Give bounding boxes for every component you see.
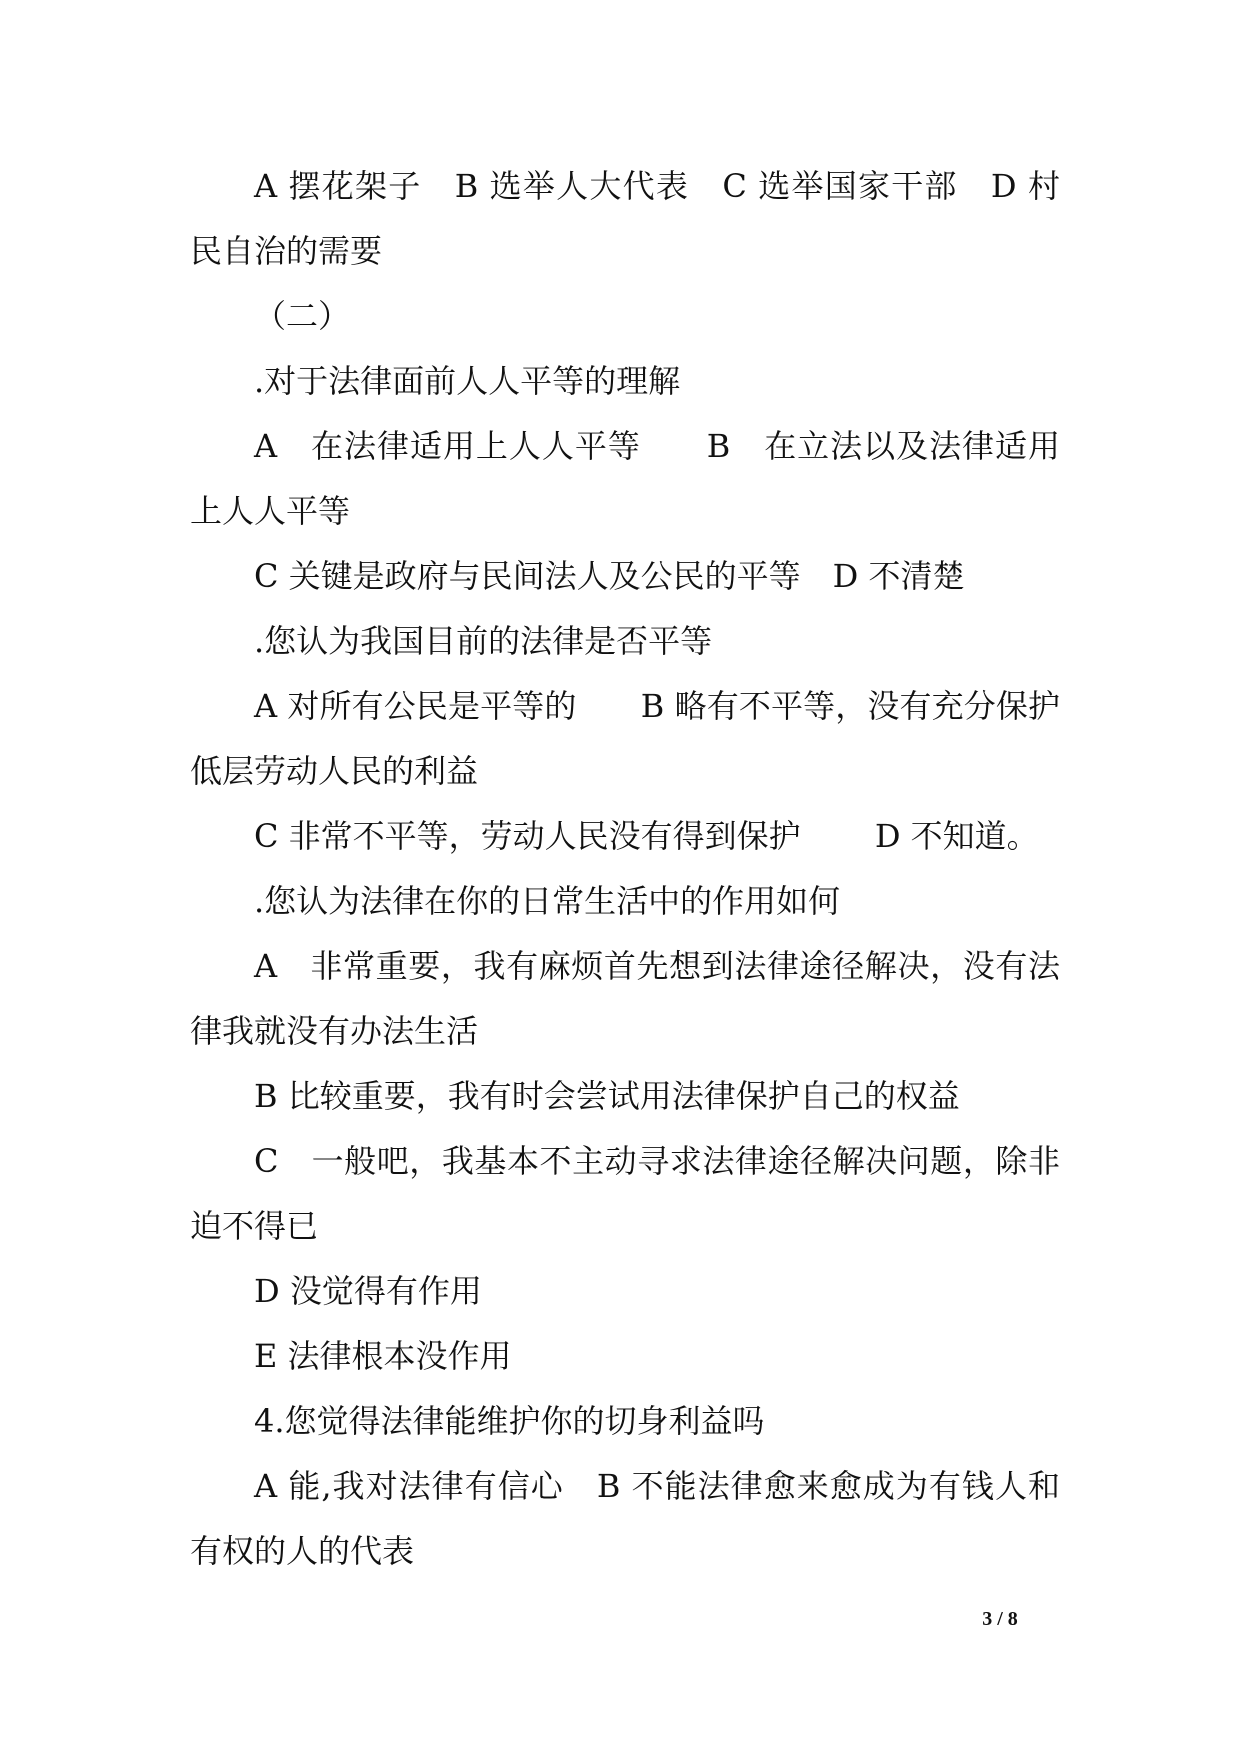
page-body bbox=[190, 154, 1060, 1584]
option-line: C 一般吧，我基本不主动寻求法律途径解决问题，除非迫不得已 bbox=[190, 1142, 1060, 1245]
option-line: C 非常不平等，劳动人民没有得到保护 D 不知道。 bbox=[254, 817, 1039, 855]
question-text: .对于法律面前人人平等的理解 bbox=[254, 362, 681, 400]
section-heading: （二） bbox=[254, 297, 351, 335]
option-line: A 非常重要，我有麻烦首先想到法律途径解决，没有法律我就没有办法生活 bbox=[190, 947, 1060, 1050]
question-text: .您认为法律在你的日常生活中的作用如何 bbox=[254, 882, 841, 920]
option-line: A 能,我对法律有信心 B 不能法律愈来愈成为有钱人和有权的人的代表 bbox=[190, 1467, 1060, 1570]
page-number: 3 / 8 bbox=[982, 1608, 1018, 1630]
option-line: E 法律根本没作用 bbox=[254, 1337, 512, 1375]
option-line: A 摆花架子 B 选举人大代表 C 选举国家干部 D 村民自治的需要 bbox=[190, 167, 1060, 270]
option-line: C 关键是政府与民间法人及公民的平等 D 不清楚 bbox=[254, 557, 965, 595]
option-line: D 没觉得有作用 bbox=[254, 1272, 482, 1310]
question-text: 4.您觉得法律能维护你的切身利益吗 bbox=[254, 1402, 765, 1440]
option-line: A 对所有公民是平等的 B 略有不平等，没有充分保护低层劳动人民的利益 bbox=[190, 687, 1060, 790]
option-line: B 比较重要，我有时会尝试用法律保护自己的权益 bbox=[254, 1077, 960, 1115]
question-text: .您认为我国目前的法律是否平等 bbox=[254, 622, 713, 660]
option-line: A 在法律适用上人人平等 B 在立法以及法律适用上人人平等 bbox=[190, 427, 1060, 530]
